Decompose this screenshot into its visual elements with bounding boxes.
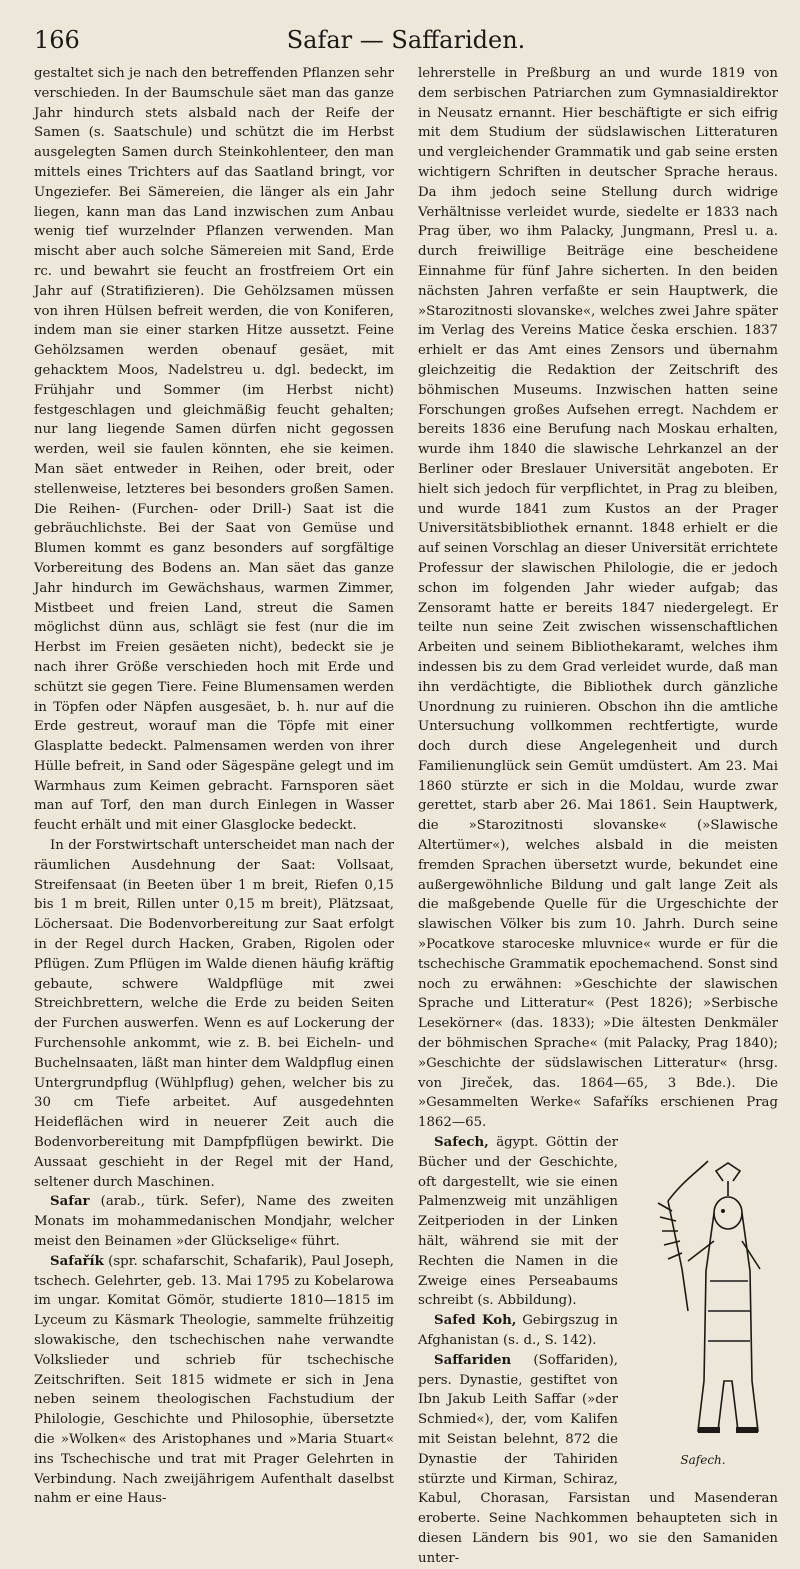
headword-safarik: Safařík — [50, 1253, 104, 1269]
page-number: 166 — [34, 26, 80, 54]
paragraph-sowing: gestaltet sich je nach den betreffenden Pflanzen sehr verschieden. In der Baumschule säet man das ganze Jahr hindurch stets alsbald nach der Reife der Samen (s. Saatschule) und schützt die im Herbst ausgelegten Samen durch Steinkohlenteer, den man mittels eines Trichters auf das Saatland bringt, vor Ungeziefer. Bei Sämereien, die länger als ein Jahr liegen, kann man das Land inzwischen zum Anbau wenig tief wurzelnder Pflanzen verwenden. Man mischt aber auch solche Sämereien mit Sand, Erde rc. und bewahrt sie feucht an frostfreiem Ort ein Jahr auf (Stratifizieren). Die Gehölzsamen müssen von ihren Hülsen befreit werden, die von Koniferen, indem man sie einer starken Hitze aussetzt. Feine Gehölzsamen werden obenauf gesäet, mit gehacktem Moos, Nadelstreu u. dgl. bedeckt, im Frühjahr und Sommer (im Herbst nicht) festgeschlagen und gleichmäßig feucht gehalten; nur lang liegende Samen dürfen nicht gegossen werden, weil sie faulen könnten, ehe sie keimen. Man säet entweder in Reihen, oder breit, oder stellenweise, letzteres bei besonders großen Samen. Die Reihen- (Furchen- oder Drill-) Saat ist die gebräuchlichste. Bei der Saat von Gemüse und Blumen kommt es ganz besonders auf sorgfältige Vorbereitung des Bodens an. Man säet das ganze Jahr hindurch im Gewächshaus, warmen Zimmer, Mistbeet und freien Land, streut die Samen möglichst dünn aus, schlägt sie fest (nur die im Herbst im Freien gesäeten nicht), bedeckt sie je nach ihrer Größe verschieden hoch mit Erde und schützt sie gegen Tiere. Feine Blumensamen werden in Töpfen oder Näpfen ausgesäet, b. h. nur auf die Erde gestreut, worauf man die Töpfe mit einer Glasplatte bedeckt. Palmensamen werden von ihrer Hülle befreit, in Sand oder Sägespäne gelegt und im Warmhaus zum Keimen gebracht. Farnsporen säet man auf Torf, den man durch Einlegen in Wasser feucht erhält und mit einer Glasglocke bedeckt. — [34, 66, 394, 834]
entry-safarik-continued: lehrerstelle in Preßburg an und wurde 1819 von dem serbischen Patriarchen zum Gymnasialdirektor in Neusatz ernannt. Hier beschäftigte er sich eifrig mit dem Studium der südslawischen Litteraturen und vergleichender Grammatik und gab seine ersten wichtigern Schriften in deutscher Sprache heraus. Da ihm jedoch seine Stellung durch widrige Verhältnisse verleidet wurde, siedelte er 1833 nach Prag über, wo ihm Palacky, Jungmann, Presl u. a. durch freiwillige Beiträge eine bescheidene Einnahme für fünf Jahre sicherten. In den beiden nächsten Jahren verfaßte er sein Hauptwerk, die »Starozitnosti slovanske«, welches zwei Jahre später im Verlag des Vereins Matice česka erschien. 1837 erhielt er das Amt eines Zensors und übernahm gleichzeitig die Redaktion der Zeitschrift des böhmischen Museums. Inzwischen hatten seine Forschungen großes Aufsehen erregt. Nachdem er bereits 1836 eine Berufung nach Moskau erhalten, wurde ihm 1840 die slawische Lehrkanzel an der Berliner oder Breslauer Universität angeboten. Er hielt sich jedoch für verpflichtet, in Prag zu bleiben, und wurde 1841 zum Kustos an der Prager Universitätsbibliothek ernannt. 1848 erhielt er die auf seinen Vorschlag an dieser Universität errichtete Professur der slawischen Philologie, die er jedoch schon im folgenden Jahr wieder aufgab; das Zensoramt hatte er bereits 1847 niedergelegt. Er teilte nun seine Zeit zwischen wissenschaftlichen Arbeiten und seinem Bibliothekaramt, welches ihm indessen bis zu dem Grad verleidet wurde, daß man ihn verdächtigte, die Bibliothek durch gänzliche Unordnung zu ruinieren. Obschon ihn die amtliche Untersuchung vollkommen rechtfertigte, wurde doch durch diese Angelegenheit und durch Familienunglück sein Gemüt umdüstert. Am 23. Mai 1860 stürzte er sich in die Moldau, wurde zwar gerettet, starb aber 26. Mai 1861. Sein Hauptwerk, die »Starozitnosti slovanske« (»Slawische Altertümer«), welches alsbald in die meisten fremden Sprachen übersetzt wurde, bekundet eine außergewöhnliche Bildung und galt lange Zeit als die maßgebende Quelle für die Urgeschichte der slawischen Völker bis zum 10. Jahrh. Durch seine »Pocatkove staroceske mluvnice« wurde er für die tschechische Grammatik epochemachend. Sonst sind noch zu erwähnen: »Geschichte der slawischen Sprache und Litteratur« (Pest 1826); »Serbische Lesekörner« (das. 1833); »Die ältesten Denkmäler der böhmischen Sprache« (mit Palacky, Prag 1840); »Geschichte der südslawischen Litteratur« (hrsg. von Jireček, das. 1864—65, 3 Bde.). Die »Gesammelten Werke« Safaříks erschienen Prag 1862—65. — [418, 66, 778, 1131]
entry-safar-text: (arab., türk. Sefer), Name des zweiten Monats im mohammedanischen Mondjahr, welcher meist den Beinamen »der Glückselige« führt. — [34, 1194, 394, 1250]
entry-safar — [34, 1192, 394, 1251]
safech-illustration — [628, 1141, 778, 1446]
page-title: Safar — Saffariden. — [286, 26, 526, 54]
right-column — [418, 64, 778, 1566]
entry-safed-koh-text: Gebirgszug in Afghanistan (s. d., S. 142). — [418, 1313, 618, 1348]
entry-safech-text: ägypt. Göttin der Bücher und der Geschichte, oft dargestellt, wie sie einen Palmenzweig mit unzähligen Zeitperioden in der Linken hält, während sie mit der Rechten die Namen in die Zweige eines Perseabaums schreibt (s. Abbildung). — [418, 1135, 618, 1309]
headword-safed-koh: Safed Koh, — [434, 1313, 517, 1329]
headword-safech: Safech, — [434, 1135, 489, 1151]
entry-saffariden-text: (Soffariden), pers. Dynastie, gestiftet von Ibn Jakub Leith Saffar (»der Schmied«), der, vom Kalifen mit Seistan belehnt, 872 die Dynastie der Tahiriden stürzte und Kirman, Schiraz, Kabul, Chorasan, Farsistan und Masenderan eroberte. Seine Nachkommen behaupteten sich in diesen Ländern bis 901, wo sie den Samaniden unter- — [418, 1352, 778, 1566]
page-header — [34, 24, 778, 58]
left-column — [34, 64, 395, 1507]
entry-safarik — [34, 1252, 394, 1509]
safech-figure — [628, 1141, 778, 1471]
entry-safarik-text: (spr. schafarschit, Schafarik), Paul Joseph, tschech. Gelehrter, geb. 13. Mai 1795 zu Kobelarowa im ungar. Komitat Gömör, studierte 1810—1815 im Lyceum zu Käsmark Theologie, sammelte frühzeitig slowakische, den tschechischen nahe verwandte Volkslieder und schrieb für tschechische Zeitschriften. Seit 1815 widmete er sich in Jena neben seinem theologischen Fachstudium der Philologie, Geschichte und Philosophie, übersetzte die »Wolken« des Aristophanes und »Maria Stuart« ins Tschechische und trat mit Prager Gelehrten in Verbindung. Nach zweijährigem Aufenthalt daselbst nahm er eine Haus- — [34, 1253, 395, 1507]
figure-caption: Safech. — [680, 1453, 726, 1468]
headword-saffariden: Saffariden — [434, 1352, 512, 1368]
headword-safar: Safar — [50, 1194, 90, 1210]
paragraph-forestry: In der Forstwirtschaft unterscheidet man nach der räumlichen Ausdehnung der Saat: Vollsaat, Streifensaat (in Beeten über 1 m breit, Riefen 0,15 bis 1 m breit, Rillen unter 0,15 m breit), Plätzsaat, Löchersaat. Die Bodenvorbereitung zur Saat erfolgt in der Regel durch Hacken, Graben, Rigolen oder Pflügen. Zum Pflügen im Walde dienen häufig kräftig gebaute, schwere Waldpflüge mit zwei Streichbrettern, welche die Erde zu beiden Seiten der Furchen auswerfen. Wenn es auf Lockerung der Furchensohle ankommt, wie z. B. bei Eicheln- und Buchelnsaaten, läßt man hinter dem Waldpflug einen Untergrundpflug (Wühlpflug) gehen, welcher bis zu 30 cm Tiefe arbeitet. Auf ausgedehnten Heideflächen wird in neuerer Zeit auch die Bodenvorbereitung mit Dampfpflügen bewirkt. Die Aussaat geschieht in der Regel mit der Hand, seltener durch Maschinen. — [34, 838, 394, 1190]
